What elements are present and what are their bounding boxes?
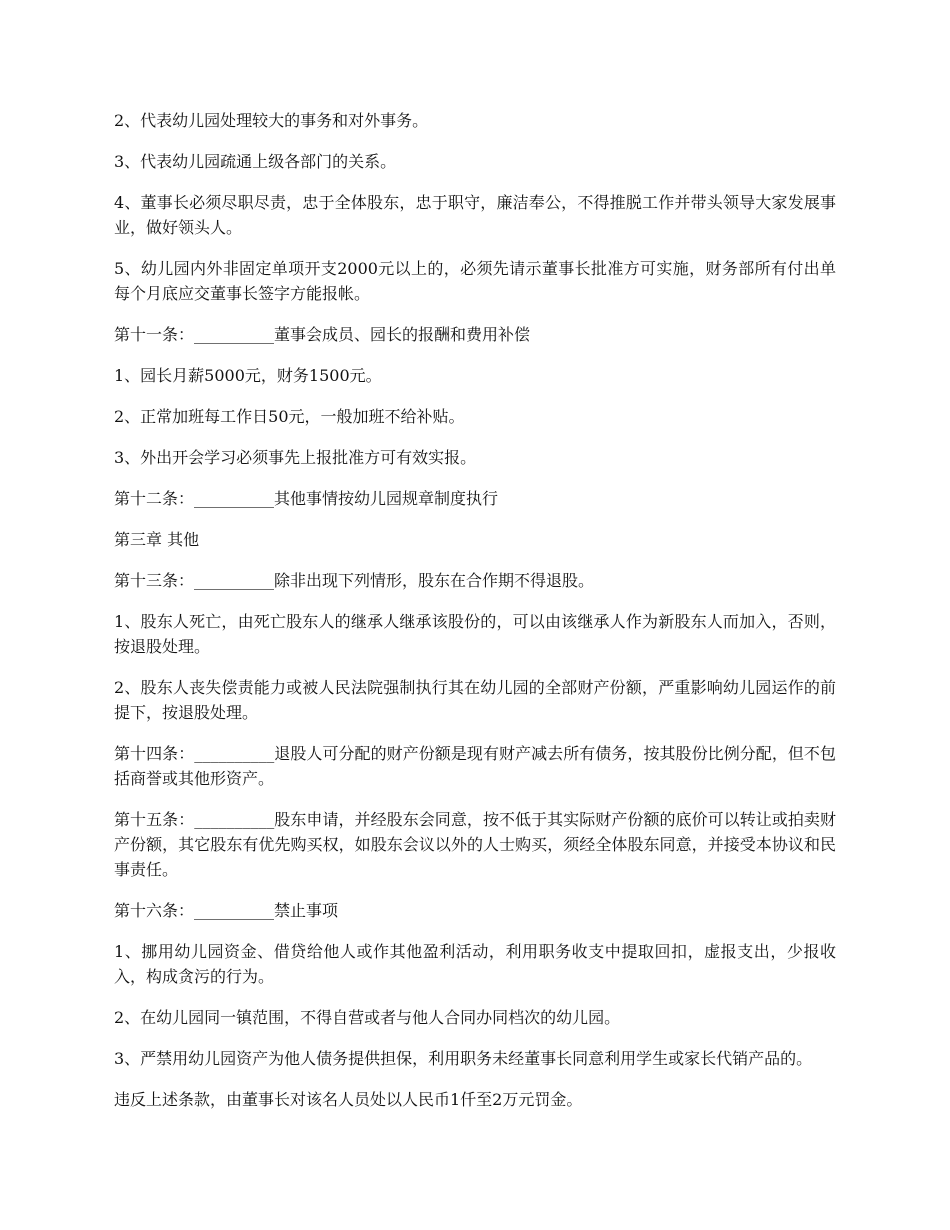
article-11-heading: 第十一条：__________董事会成员、园长的报酬和费用补偿 [114,325,531,344]
article-14-paragraph: 第十四条：__________退股人可分配的财产份额是现有财产减去所有债务，按其股份比例分配，但不包括商誉或其他形资产。 [114,744,836,788]
article-16-item-3: 3、严禁用幼儿园资产为他人债务提供担保，利用职务未经董事长同意利用学生或家长代销产品的。 [114,1049,813,1068]
article-16-heading: 第十六条：__________禁止事项 [114,901,339,920]
article-13-item-2: 2、股东人丧失偿责能力或被人民法院强制执行其在幼儿园的全部财产份额，严重影响幼儿园运作的前提下，按退股处理。 [114,678,836,722]
article-13-item-1: 1、股东人死亡，由死亡股东人的继承人继承该股份的，可以由该继承人作为新股东人而加入，否则，按退股处理。 [114,612,836,656]
article-11-item-1: 1、园长月薪5000元，财务1500元。 [114,366,382,385]
chapter-3-heading: 第三章 其他 [114,530,200,549]
paragraph-item-5: 5、幼儿园内外非固定单项开支2000元以上的，必须先请示董事长批准方可实施，财务部所有付出单每个月底应交董事长签字方能报帐。 [114,259,836,303]
penalty-paragraph: 违反上述条款，由董事长对该名人员处以人民币1仟至2万元罚金。 [114,1090,583,1109]
article-11-item-2: 2、正常加班每工作日50元，一般加班不给补贴。 [114,407,465,426]
document-page [114,108,836,1128]
article-13-heading: 第十三条：__________除非出现下列情形，股东在合作期不得退股。 [114,571,595,590]
paragraph-item-3: 3、代表幼儿园疏通上级各部门的关系。 [114,152,397,171]
article-16-item-2: 2、在幼儿园同一镇范围，不得自营或者与他人合同办同档次的幼儿园。 [114,1008,621,1027]
article-12-heading: 第十二条：__________其他事情按幼儿园规章制度执行 [114,489,499,508]
paragraph-item-2: 2、代表幼儿园处理较大的事务和对外事务。 [114,111,429,130]
article-11-item-3: 3、外出开会学习必须事先上报批准方可有效实报。 [114,448,477,467]
paragraph-item-4: 4、董事长必须尽职尽责，忠于全体股东，忠于职守，廉洁奉公，不得推脱工作并带头领导大家发展事业，做好领头人。 [114,193,836,237]
article-15-paragraph: 第十五条：__________股东申请，并经股东会同意，按不低于其实际财产份额的底价可以转让或拍卖财产份额，其它股东有优先购买权，如股东会议以外的人士购买，须经全体股东同意，并接受本协议和民事责任。 [114,810,836,879]
article-16-item-1: 1、挪用幼儿园资金、借贷给他人或作其他盈利活动，利用职务收支中提取回扣，虚报支出，少报收入，构成贪污的行为。 [114,942,836,986]
